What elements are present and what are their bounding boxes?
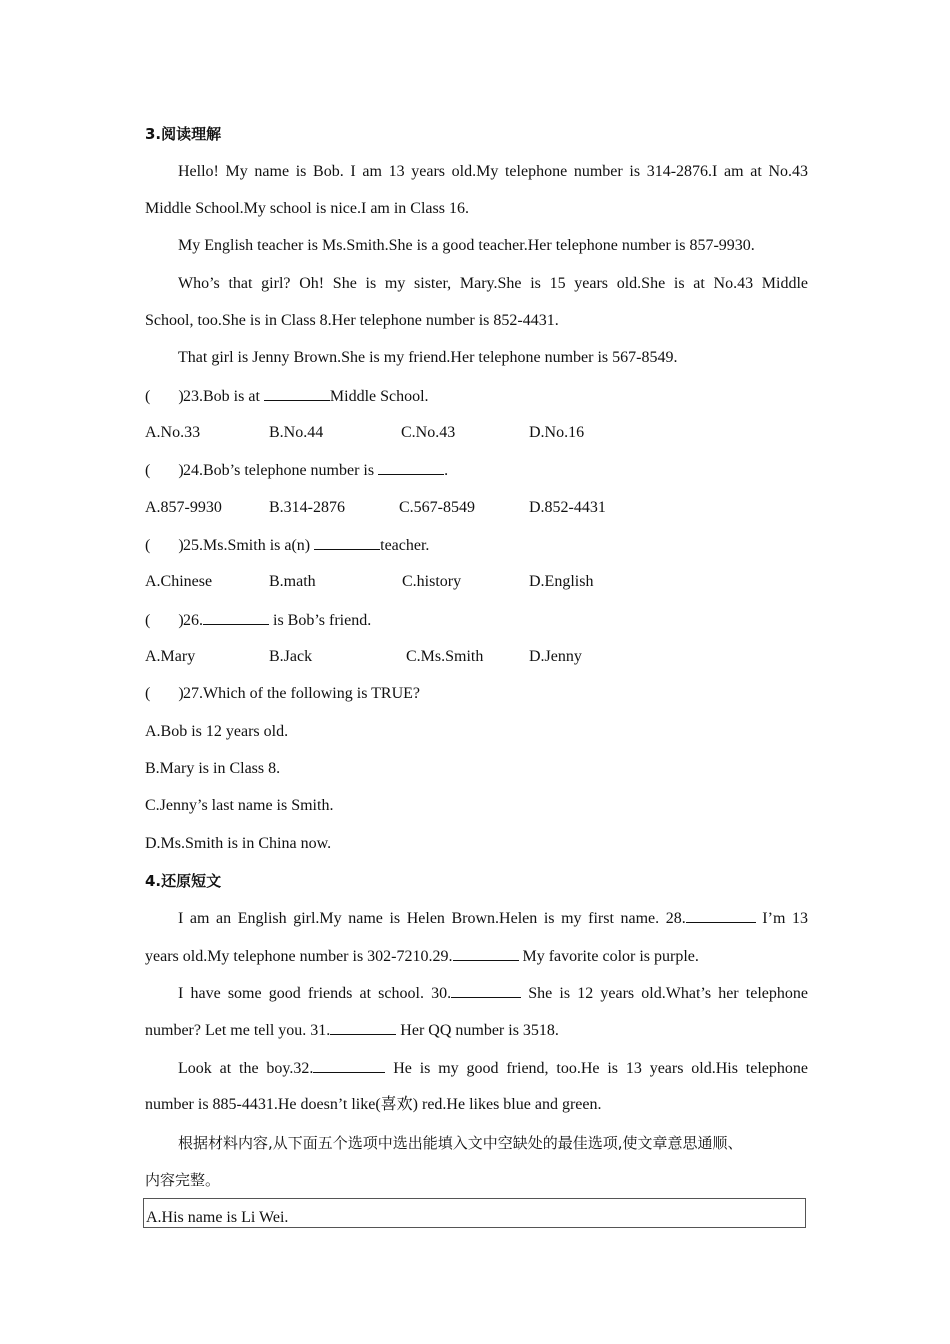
answer-blank[interactable] [451,983,521,998]
passage-paragraph: That girl is Jenny Brown.She is my friend.Her telephone number is 567-8549. [178,349,678,366]
question-text: is Bob’s friend. [269,612,372,629]
answer-blank[interactable] [686,908,756,923]
question-text: 23.Bob is at [183,388,264,405]
option[interactable]: D.Jenny [529,648,582,665]
option[interactable]: B.Jack [269,648,313,665]
answer-blank[interactable] [313,1058,385,1073]
option[interactable]: A.No.33 [145,424,201,441]
passage-paragraph: Who’s that girl? Oh! She is my sister, Mary.She is 15 years old.She is at No.43 Middle [178,275,808,292]
passage-paragraph: number is 885-4431.He doesn’t like(喜欢) red.He likes blue and green. [145,1096,602,1113]
options-box [143,1198,806,1228]
answer-blank[interactable] [378,460,444,475]
passage-paragraph: School, too.She is in Class 8.Her telephone number is 852-4431. [145,312,559,329]
answer-bracket[interactable]: ( ) [145,388,184,405]
answer-blank[interactable] [453,946,519,961]
option[interactable]: B.314-2876 [269,499,345,516]
option[interactable]: A.His name is Li Wei. [146,1209,289,1226]
question-26 [145,610,808,631]
section-3-heading: 3.阅读理解 [145,125,222,143]
answer-blank[interactable] [203,610,269,625]
option[interactable]: D.Ms.Smith is in China now. [145,835,332,852]
question-text: 24.Bob’s telephone number is [183,462,379,479]
answer-bracket[interactable]: ( ) [145,462,184,479]
option[interactable]: C.history [402,573,462,590]
instruction-text: 根据材料内容,从下面五个选项中选出能填入文中空缺处的最佳选项,使文章意思通顺、 [178,1134,743,1152]
passage-paragraph: I am an English girl.My name is Helen Brown.Helen is my first name. 28. I’m 13 [178,910,808,927]
question-text: 25.Ms.Smith is a(n) [183,537,315,554]
answer-blank[interactable] [314,535,380,550]
options-26 [145,647,808,667]
question-24 [145,460,808,481]
passage-paragraph: My English teacher is Ms.Smith.She is a good teacher.Her telephone number is 857-9930. [178,237,755,254]
passage-paragraph: years old.My telephone number is 302-7210.29. My favorite color is purple. [145,948,699,965]
passage-paragraph: Look at the boy.32. He is my good friend, too.He is 13 years old.His telephone [178,1060,809,1077]
option[interactable]: A.Mary [145,648,196,665]
question-text: 27.Which of the following is TRUE? [183,685,420,702]
option[interactable]: A.Chinese [145,573,213,590]
option[interactable]: A.Bob is 12 years old. [145,723,289,740]
question-text: teacher. [380,537,430,554]
option[interactable]: C.Ms.Smith [406,648,484,665]
question-27 [145,684,808,704]
answer-bracket[interactable]: ( ) [145,685,184,702]
answer-bracket[interactable]: ( ) [145,537,184,554]
option[interactable]: C.567-8549 [399,499,475,516]
option[interactable]: C.No.43 [401,424,456,441]
option[interactable]: D.852-4431 [529,499,606,516]
instruction-text: 内容完整。 [145,1171,221,1189]
option[interactable]: B.Mary is in Class 8. [145,760,281,777]
passage-paragraph: I have some good friends at school. 30. She is 12 years old.What’s her telephone [178,985,808,1002]
answer-blank[interactable] [264,386,330,401]
passage-paragraph: Middle School.My school is nice.I am in Class 16. [145,200,469,217]
question-25 [145,535,808,556]
option[interactable]: C.Jenny’s last name is Smith. [145,797,334,814]
answer-blank[interactable] [330,1020,396,1035]
answer-bracket[interactable]: ( ) [145,612,184,629]
section-4-heading: 4.还原短文 [145,872,222,890]
question-text: . [444,462,449,479]
option[interactable]: D.No.16 [529,424,585,441]
question-text: Middle School. [329,388,429,405]
options-24 [145,498,808,518]
option[interactable]: B.math [269,573,316,590]
question-text: 26. [183,612,203,629]
options-23 [145,423,808,443]
option[interactable]: B.No.44 [269,424,324,441]
question-23 [145,386,808,407]
options-25 [145,572,808,592]
option[interactable]: A.857-9930 [145,499,222,516]
passage-paragraph: Hello! My name is Bob. I am 13 years old.My telephone number is 314-2876.I am at No.43 [178,163,808,180]
passage-paragraph: number? Let me tell you. 31. Her QQ number is 3518. [145,1022,559,1039]
option[interactable]: D.English [529,573,594,590]
